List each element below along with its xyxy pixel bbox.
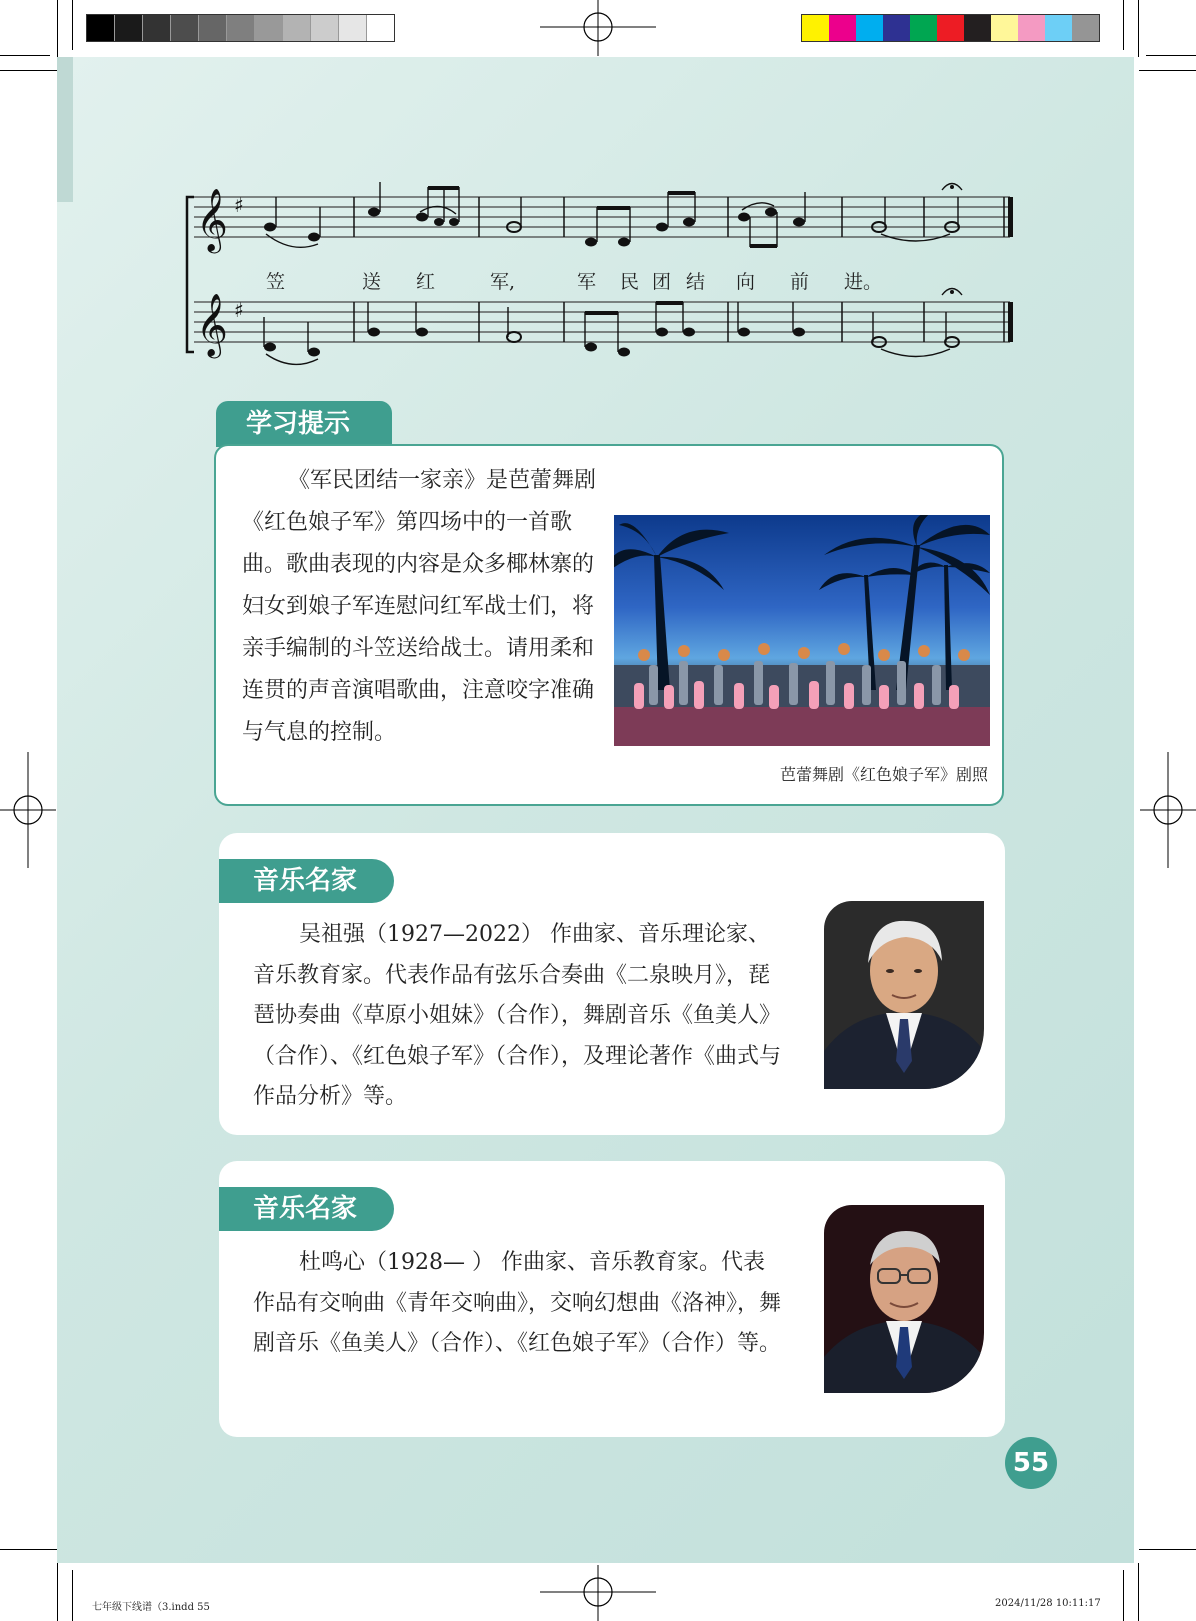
page-edge-tab	[57, 57, 73, 202]
footer-file-name: 七年级下线谱（3.indd 55	[92, 1602, 210, 1613]
color-swatch	[1018, 15, 1045, 41]
crop-mark	[0, 55, 50, 56]
svg-text:♯: ♯	[234, 193, 244, 217]
crop-mark	[57, 0, 58, 57]
gray-swatch	[87, 15, 115, 41]
color-swatch	[829, 15, 856, 41]
crop-mark	[1123, 1570, 1124, 1621]
crop-mark	[1146, 55, 1196, 56]
lyric-syllable: 结	[686, 271, 706, 293]
music-score	[184, 176, 1022, 366]
color-swatch	[910, 15, 937, 41]
registration-mark-left	[0, 752, 56, 868]
study-tip-text: 《军民团结一家亲》是芭蕾舞剧《红色娘子军》第四场中的一首歌曲。歌曲表现的内容是众多椰林寨的妇女到娘子军连慰问红军战士们，将亲手编制的斗笠送给战士。请用柔和连贯的声音演唱歌曲，注意咬字准确与气息的控制。	[242, 468, 597, 745]
color-calibration-bar	[801, 14, 1100, 42]
musician-card-heading: 音乐名家	[219, 859, 394, 903]
color-swatch	[856, 15, 883, 41]
musician-bio-text: 杜鸣心（1928— ） 作曲家、音乐教育家。代表作品有交响曲《青年交响曲》，交响幻想曲《洛神》，舞剧音乐《鱼美人》（合作）、《红色娘子军》（合作）等。	[253, 1250, 782, 1356]
lyric-syllable: 民	[620, 271, 640, 293]
svg-text:♯: ♯	[234, 298, 244, 322]
registration-mark-top	[540, 0, 656, 56]
lyric-syllable: 送	[362, 271, 382, 293]
crop-mark	[72, 0, 73, 50]
color-swatch	[991, 15, 1018, 41]
portrait-wu-zuqiang	[824, 901, 984, 1089]
color-swatch	[937, 15, 964, 41]
crop-mark	[1139, 1549, 1196, 1550]
musician-card-wu-zuqiang	[219, 833, 1005, 1135]
page-number: 55	[1005, 1437, 1057, 1489]
gray-swatch	[339, 15, 367, 41]
color-swatch	[883, 15, 910, 41]
gray-swatch	[115, 15, 143, 41]
color-swatch	[802, 15, 829, 41]
gray-swatch	[367, 15, 394, 41]
grayscale-calibration-bar	[86, 14, 395, 42]
lyric-syllable: 军	[577, 271, 597, 293]
study-tip-box	[214, 444, 1004, 806]
gray-swatch	[143, 15, 171, 41]
lyric-syllable: 进。	[844, 271, 883, 293]
svg-text:𝄞: 𝄞	[196, 293, 228, 356]
svg-text:𝄞: 𝄞	[196, 188, 228, 251]
gray-swatch	[227, 15, 255, 41]
portrait-du-mingxin	[824, 1205, 984, 1393]
ballet-scene-image	[614, 515, 990, 746]
photo-caption: 芭蕾舞剧《红色娘子军》剧照	[779, 765, 988, 784]
crop-mark	[0, 70, 57, 71]
ballet-stage-photo	[614, 515, 990, 746]
footer-timestamp: 2024/11/28 10:11:17	[995, 1598, 1101, 1609]
gray-swatch	[199, 15, 227, 41]
musician-card-heading: 音乐名家	[219, 1187, 394, 1231]
gray-swatch	[283, 15, 311, 41]
lyric-syllable: 笠	[266, 271, 286, 293]
gray-swatch	[255, 15, 283, 41]
gray-swatch	[311, 15, 339, 41]
musician-bio-text: 吴祖强（1927—2022） 作曲家、音乐理论家、音乐教育家。代表作品有弦乐合奏曲《二泉映月》，琵琶协奏曲《草原小姐妹》（合作），舞剧音乐《鱼美人》（合作）、《红色娘子军》（合作），及理论著作《曲式与作品分析》等。	[253, 922, 782, 1109]
portrait-image	[824, 901, 984, 1089]
crop-mark	[1123, 0, 1124, 50]
crop-mark	[0, 1549, 57, 1550]
study-tip-heading: 学习提示	[216, 401, 392, 447]
crop-mark	[1139, 70, 1196, 71]
crop-mark	[1138, 1563, 1139, 1621]
lyric-syllable: 向	[736, 271, 756, 293]
gray-swatch	[171, 15, 199, 41]
musician-card-du-mingxin	[219, 1161, 1005, 1437]
color-swatch	[964, 15, 991, 41]
registration-mark-right	[1140, 752, 1196, 868]
crop-mark	[57, 1563, 58, 1621]
registration-mark-bottom	[540, 1565, 656, 1621]
crop-mark	[1138, 0, 1139, 57]
lyric-syllable: 军,	[490, 271, 516, 293]
lyric-syllable: 前	[790, 271, 810, 293]
lyric-syllable: 红	[416, 271, 436, 293]
crop-mark	[72, 1570, 73, 1621]
lyric-syllable: 团	[652, 271, 672, 293]
color-swatch	[1072, 15, 1099, 41]
portrait-image	[824, 1205, 984, 1393]
color-swatch	[1045, 15, 1072, 41]
lyrics-line	[184, 267, 1022, 293]
